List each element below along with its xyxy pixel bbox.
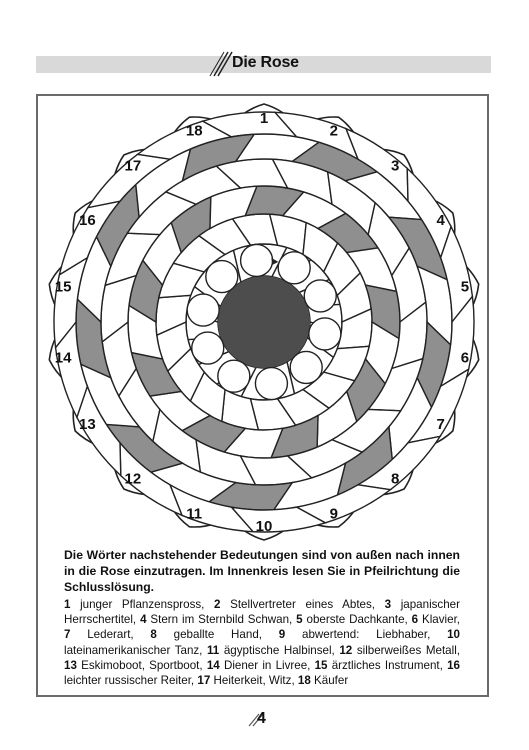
clue-text: Diener in Livree,: [219, 658, 315, 672]
clue-text: leichter russischer Reiter,: [64, 674, 198, 688]
clue-text: abwertend: Liebhaber,: [285, 628, 448, 642]
clue-item: [214, 598, 385, 611]
petal-number: 5: [460, 278, 470, 296]
petal-number: 14: [54, 349, 72, 367]
solution-cell[interactable]: [255, 368, 287, 400]
clue-text: japanischer Herrschertitel,: [64, 598, 460, 627]
petal-number: 9: [329, 505, 338, 523]
clue-text: junger Pflanzenspross,: [70, 598, 215, 611]
clue-item: [150, 628, 278, 641]
clue-text: geballte Hand,: [156, 628, 279, 642]
clue-number: 8: [150, 628, 157, 642]
petal-number: 17: [124, 157, 142, 175]
clue-number: 3: [384, 598, 392, 611]
petal-number: 11: [186, 505, 203, 523]
clue-number: 9: [278, 628, 286, 642]
clue-number: 7: [64, 628, 71, 642]
clue-number: 13: [64, 658, 77, 672]
petal-number: 12: [124, 470, 142, 488]
clue-number: 10: [447, 628, 460, 642]
clue-text: silberweißes Metall,: [352, 643, 460, 657]
clue-item: [140, 613, 296, 626]
solution-cell[interactable]: [309, 318, 341, 350]
solution-cell[interactable]: [241, 244, 273, 276]
clue-list: [64, 597, 460, 688]
page-number: 4: [257, 710, 266, 727]
petal-number: 4: [436, 212, 445, 229]
clue-number: 6: [411, 613, 419, 627]
clue-text: ägyptische Halbinsel,: [219, 643, 340, 657]
clue-text: ärztliches Instrument,: [327, 658, 448, 672]
clue-item: [412, 613, 460, 626]
clue-text: Heiterkeit, Witz,: [210, 674, 298, 688]
petal-number: 3: [390, 157, 400, 175]
clue-number: 18: [297, 674, 311, 688]
solution-cell[interactable]: [187, 294, 219, 326]
clue-number: 16: [447, 658, 460, 672]
clue-number: 11: [207, 643, 220, 657]
clue-text: Lederart,: [70, 628, 151, 642]
solution-cell[interactable]: [206, 261, 238, 293]
clue-number: 5: [296, 613, 303, 627]
clue-text: Klavier,: [418, 613, 461, 627]
petal-number: 18: [185, 122, 203, 140]
clue-text: Käufer: [310, 674, 349, 688]
solution-cell[interactable]: [278, 252, 310, 284]
clue-number: 2: [214, 598, 221, 611]
instructions: Die Wörter nachstehender Bedeutungen sind von außen nach innen in die Rose einzutragen. Im Innenkreis lesen Sie in Pfeilrichtung die Schlusslösung.: [64, 548, 460, 594]
clue-number: 4: [140, 613, 147, 627]
clue-number: 12: [339, 643, 353, 657]
petal-number: 6: [460, 349, 470, 367]
clue-text: lateinamerikanischer Tanz,: [64, 643, 207, 657]
petal-number: 13: [78, 416, 96, 433]
clue-number: 1: [64, 598, 71, 611]
solution-cell[interactable]: [192, 332, 224, 364]
clue-item: [279, 628, 447, 641]
clue-text: oberste Dachkante,: [302, 613, 412, 627]
petal-number: 7: [436, 416, 445, 433]
clue-item: [296, 613, 411, 626]
clue-item: [197, 674, 298, 687]
rose-puzzle: [36, 96, 489, 541]
clue-text: Stern im Sternbild Schwan,: [146, 613, 297, 627]
clue-item: [207, 659, 315, 672]
page-title: Die Rose: [232, 54, 299, 71]
petal-number: 2: [329, 122, 338, 140]
petal-number: 10: [255, 518, 273, 535]
petal-number: 15: [54, 278, 72, 296]
clue-item: [64, 628, 150, 641]
petal-number: 1: [259, 110, 269, 127]
clue-text: Stellvertreter eines Abtes,: [220, 598, 385, 611]
clue-item: [207, 644, 339, 657]
clue-item: [64, 598, 214, 611]
clue-number: 14: [206, 658, 220, 672]
clue-item: [298, 674, 348, 687]
clue-text: Eskimoboot, Sportboot,: [76, 658, 207, 672]
petal-number: 8: [390, 470, 400, 488]
clue-item: [64, 659, 207, 672]
clue-item: [339, 644, 460, 657]
solution-cell[interactable]: [290, 351, 322, 383]
solution-cell[interactable]: [304, 280, 336, 312]
clue-item: [315, 659, 448, 672]
clue-number: 15: [314, 658, 328, 672]
clue-number: 17: [197, 674, 211, 688]
solution-cell[interactable]: [218, 360, 250, 392]
petal-number: 16: [78, 212, 96, 229]
